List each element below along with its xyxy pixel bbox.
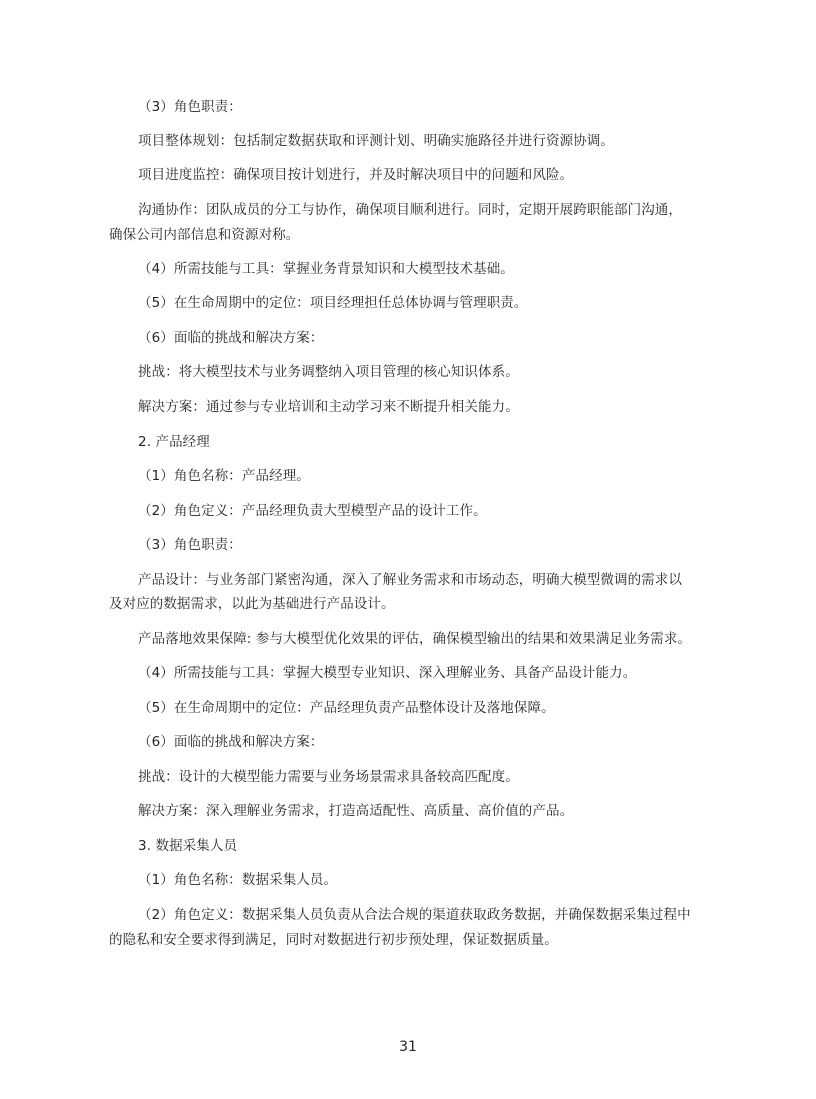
paragraph-line: （3）角色职责： (138, 99, 242, 115)
paragraph-line: 及对应的数据需求，以此为基础进行产品设计。 (109, 596, 395, 612)
paragraph-line: （5）在生命周期中的定位：项目经理担任总体协调与管理职责。 (138, 295, 528, 311)
section-heading: 3. 数据采集人员 (138, 838, 238, 854)
paragraph-line: 项目整体规划：包括制定数据获取和评测计划、明确实施路径并进行资源协调。 (138, 133, 614, 149)
paragraph-line: 解决方案：深入理解业务需求，打造高适配性、高质量、高价值的产品。 (138, 803, 574, 819)
paragraph-line: （2）角色定义：数据采集人员负责从合法合规的渠道获取政务数据，并确保数据采集过程中 (138, 907, 691, 923)
paragraph-line: （5）在生命周期中的定位：产品经理负责产品整体设计及落地保障。 (138, 700, 555, 716)
paragraph-line: 挑战：将大模型技术与业务调整纳入项目管理的核心知识体系。 (138, 364, 519, 380)
paragraph-line: 挑战：设计的大模型能力需要与业务场景需求具备较高匹配度。 (138, 769, 519, 785)
paragraph-line: 产品落地效果保障: 参与大模型优化效果的评估，确保模型输出的结果和效果满足业务需求。 (138, 631, 692, 647)
paragraph-line: （3）角色职责： (138, 537, 242, 553)
paragraph-line: 解决方案：通过参与专业培训和主动学习来不断提升相关能力。 (138, 399, 519, 415)
paragraph-line: （1）角色名称：数据采集人员。 (138, 872, 338, 888)
paragraph-line: 确保公司内部信息和资源对称。 (109, 227, 300, 243)
paragraph-line: 项目进度监控：确保项目按计划进行，并及时解决项目中的问题和风险。 (138, 167, 574, 183)
paragraph-line: （6）面临的挑战和解决方案： (138, 330, 324, 346)
section-heading: 2. 产品经理 (138, 434, 210, 450)
paragraph-line: （1）角色名称：产品经理。 (138, 468, 310, 484)
paragraph-line: （6）面临的挑战和解决方案： (138, 734, 324, 750)
paragraph-line: （4）所需技能与工具：掌握业务背景知识和大模型技术基础。 (138, 261, 514, 277)
paragraph-line: （2）角色定义：产品经理负责大型模型产品的设计工作。 (138, 503, 487, 519)
paragraph-line: 的隐私和安全要求得到满足，同时对数据进行初步预处理，保证数据质量。 (109, 932, 558, 948)
page-number: 31 (399, 1039, 417, 1055)
paragraph-line: （4）所需技能与工具：掌握大模型专业知识、深入理解业务、具备产品设计能力。 (138, 665, 637, 681)
paragraph-line: 沟通协作：团队成员的分工与协作，确保项目顺利进行。同时，定期开展跨职能部门沟通， (138, 202, 682, 218)
paragraph-line: 产品设计：与业务部门紧密沟通，深入了解业务需求和市场动态，明确大模型微调的需求以 (138, 572, 682, 588)
